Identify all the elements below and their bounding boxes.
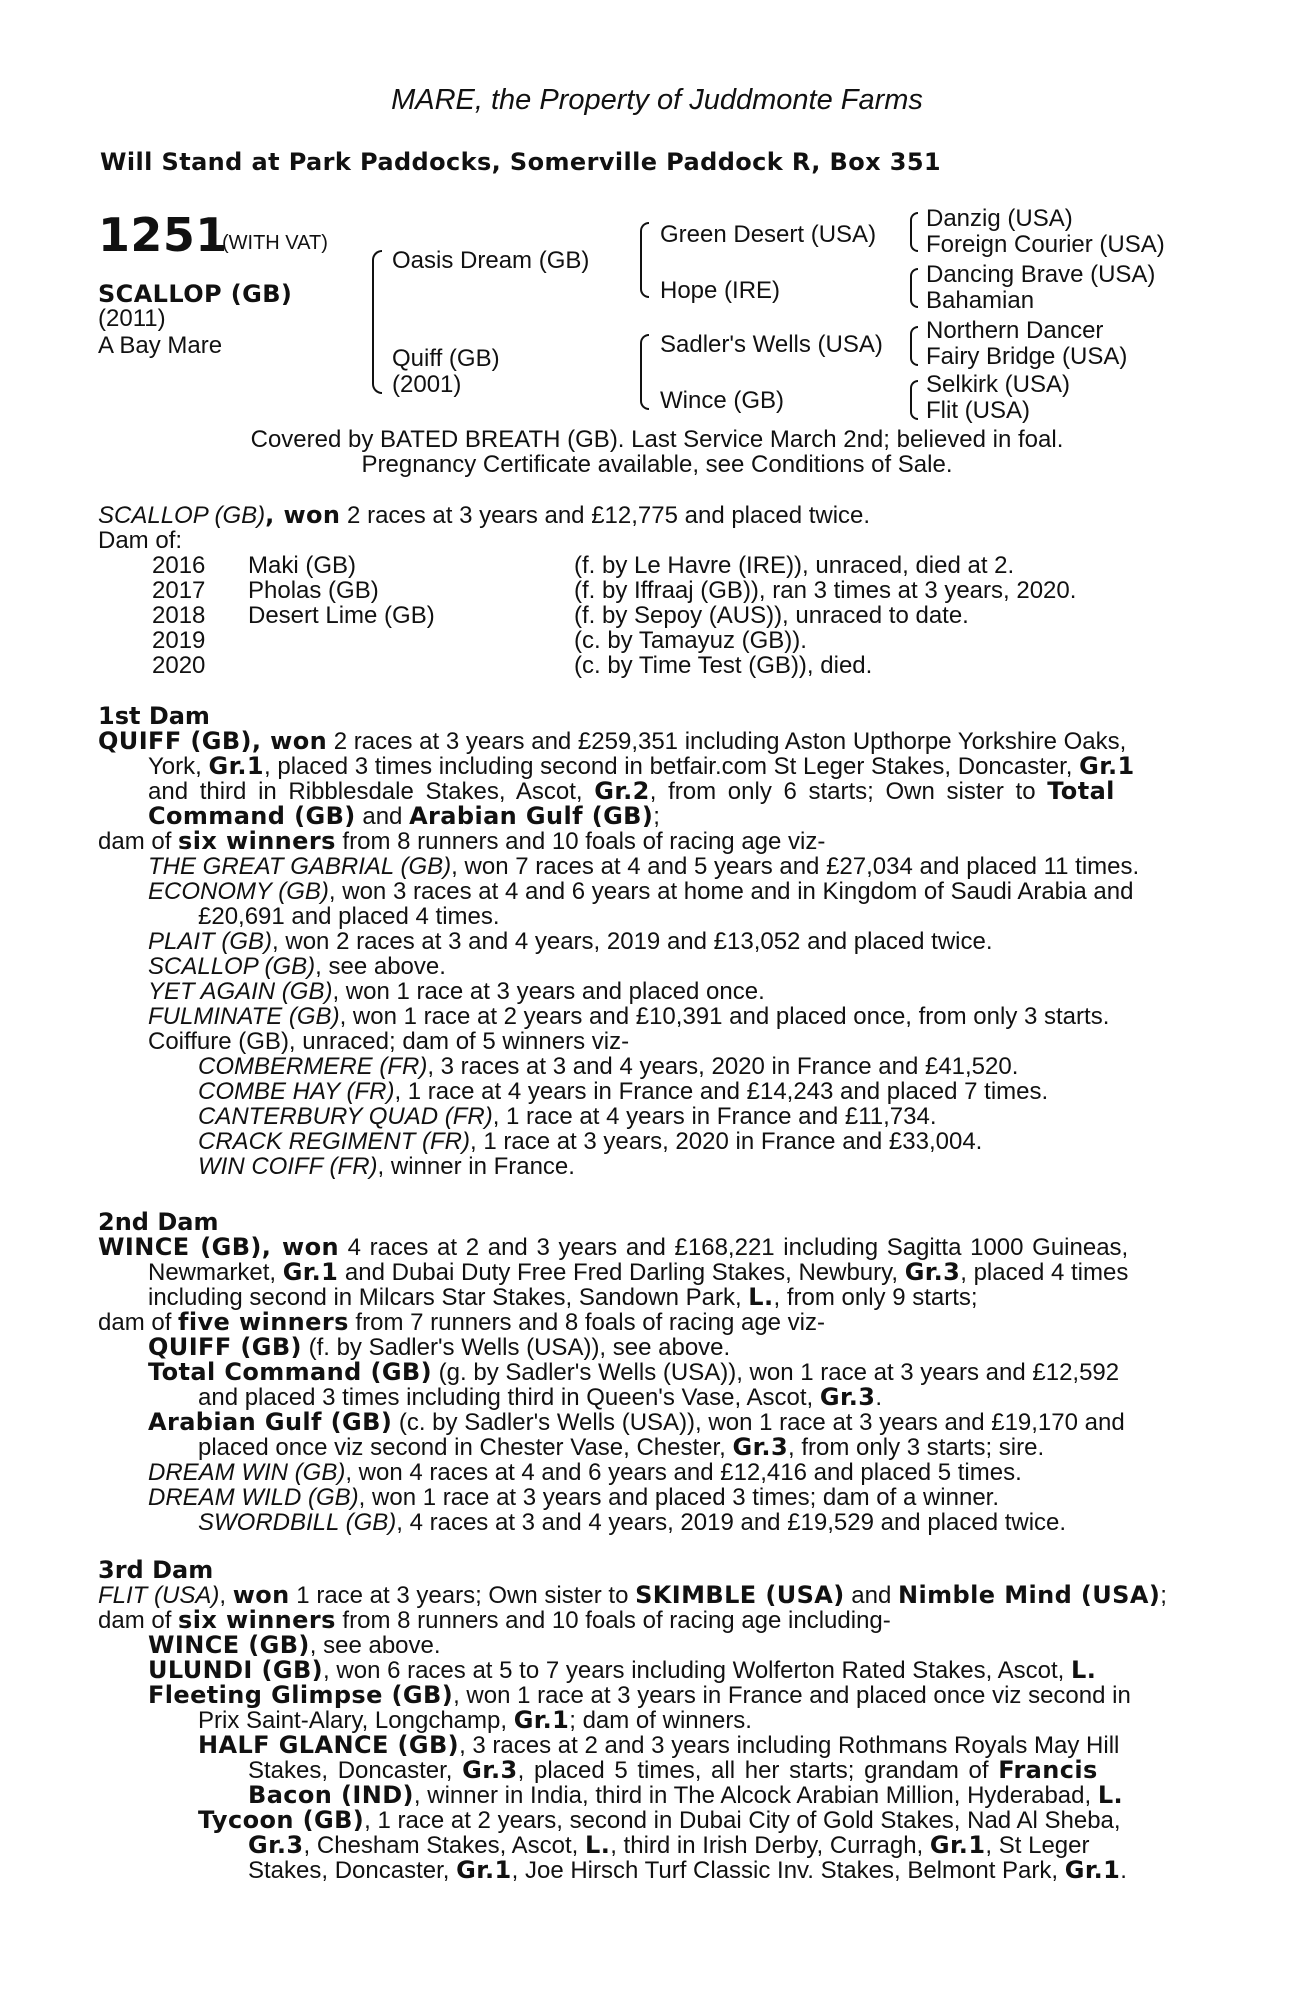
second-dam-line: including second in Milcars Star Stakes, Sandown Park, L., from only 9 starts;	[148, 1283, 978, 1311]
third-dam-line: Stakes, Doncaster, Gr.1, Joe Hirsch Turf Classic Inv. Stakes, Belmont Park, Gr.1.	[248, 1856, 1127, 1884]
summary-horse-name: SCALLOP (GB)	[98, 502, 266, 529]
pedigree-sire: Oasis Dream (GB)	[392, 247, 590, 274]
first-dam-line: York, Gr.1, placed 3 times including second in betfair.com St Leger Stakes, Doncaster, Gr.1	[148, 752, 1135, 780]
pedigree-dam-dam: Wince (GB)	[660, 387, 785, 414]
second-dam-heading: 2nd Dam	[98, 1208, 219, 1236]
second-dam-line: Arabian Gulf (GB) (c. by Sadler's Wells (USA)), won 1 race at 3 years and £19,170 and	[148, 1408, 1125, 1436]
produce-name: Desert Lime (GB)	[248, 602, 435, 629]
third-dam-line: Stakes, Doncaster, Gr.3, placed 5 times, all her starts; grandam of Francis	[248, 1756, 1098, 1784]
pedigree-brace-dd	[910, 380, 918, 420]
foaling-year: (2011)	[98, 305, 166, 332]
pedigree-brace-main	[372, 250, 382, 394]
first-dam-line: £20,691 and placed 4 times.	[198, 903, 500, 930]
first-dam-line: CRACK REGIMENT (FR), 1 race at 3 years, 2020 in France and £33,004.	[198, 1128, 983, 1155]
produce-detail: (f. by Sepoy (AUS)), unraced to date.	[574, 602, 969, 629]
pedigree-sds: Dancing Brave (USA)	[926, 261, 1156, 288]
produce-detail: (f. by Iffraaj (GB)), ran 3 times at 3 years, 2020.	[574, 577, 1077, 604]
pedigree-brace-sd	[910, 268, 918, 308]
pedigree-dsd: Fairy Bridge (USA)	[926, 343, 1128, 370]
first-dam-line: PLAIT (GB), won 2 races at 3 and 4 years, 2019 and £13,052 and placed twice.	[148, 928, 993, 955]
first-dam-line: ECONOMY (GB), won 3 races at 4 and 6 years at home and in Kingdom of Saudi Arabia and	[148, 878, 1134, 905]
pedigree-dam-sire: Sadler's Wells (USA)	[660, 331, 883, 358]
second-dam-line: Newmarket, Gr.1 and Dubai Duty Free Fred Darling Stakes, Newbury, Gr.3, placed 4 times	[148, 1258, 1129, 1286]
first-dam-line: COMBE HAY (FR), 1 race at 4 years in France and £14,243 and placed 7 times.	[198, 1078, 1049, 1105]
second-dam-line: dam of five winners from 7 runners and 8 foals of racing age viz-	[98, 1308, 826, 1336]
second-dam-line: WINCE (GB), won 4 races at 2 and 3 years and £168,221 including Sagitta 1000 Guineas,	[98, 1233, 1129, 1261]
lot-number: 1251	[98, 208, 228, 262]
third-dam-line: dam of six winners from 8 runners and 10 foals of racing age including-	[98, 1606, 891, 1634]
second-dam-line: placed once viz second in Chester Vase, Chester, Gr.3, from only 3 starts; sire.	[198, 1433, 1045, 1461]
produce-year: 2019	[152, 627, 206, 654]
second-dam-line: DREAM WILD (GB), won 1 race at 3 years and placed 3 times; dam of a winner.	[148, 1484, 1000, 1511]
vat-label: (WITH VAT)	[222, 232, 328, 254]
pedigree-dam: Quiff (GB)	[392, 345, 500, 372]
second-dam-line: SWORDBILL (GB), 4 races at 3 and 4 years, 2019 and £19,529 and placed twice.	[198, 1509, 1067, 1536]
produce-detail: (c. by Tamayuz (GB)).	[574, 627, 807, 654]
covered-note: Covered by BATED BREATH (GB). Last Service March 2nd; believed in foal.	[250, 426, 1064, 453]
first-dam-line: COMBERMERE (FR), 3 races at 3 and 4 years, 2020 in France and £41,520.	[198, 1053, 1019, 1080]
pedigree-sire-sire: Green Desert (USA)	[660, 221, 877, 248]
produce-year: 2017	[152, 577, 206, 604]
third-dam-line: ULUNDI (GB), won 6 races at 5 to 7 years including Wolferton Rated Stakes, Ascot, L.	[148, 1656, 1097, 1684]
pedigree-dds: Selkirk (USA)	[926, 371, 1071, 398]
pedigree-brace-sire	[640, 222, 649, 298]
stand-location: Will Stand at Park Paddocks, Somerville Paddock R, Box 351	[100, 148, 942, 176]
produce-detail: (f. by Le Havre (IRE)), unraced, died at 2.	[574, 552, 1015, 579]
third-dam-line: Bacon (IND), winner in India, third in The Alcock Arabian Million, Hyderabad, L.	[248, 1781, 1124, 1809]
third-dam-line: HALF GLANCE (GB), 3 races at 2 and 3 years including Rothmans Royals May Hill	[198, 1731, 1120, 1759]
horse-description: A Bay Mare	[98, 332, 223, 359]
produce-name: Pholas (GB)	[248, 577, 379, 604]
produce-year: 2020	[152, 652, 206, 679]
pregnancy-note: Pregnancy Certificate available, see Conditions of Sale.	[361, 451, 953, 478]
third-dam-line: WINCE (GB), see above.	[148, 1631, 441, 1659]
pedigree-dss: Northern Dancer	[926, 317, 1104, 344]
first-dam-line: THE GREAT GABRIAL (GB), won 7 races at 4 and 5 years and £27,034 and placed 11 times.	[148, 853, 1140, 880]
second-dam-line: DREAM WIN (GB), won 4 races at 4 and 6 years and £12,416 and placed 5 times.	[148, 1459, 1022, 1486]
third-dam-line: Tycoon (GB), 1 race at 2 years, second in Dubai City of Gold Stakes, Nad Al Sheba,	[198, 1806, 1121, 1834]
third-dam-line: Prix Saint-Alary, Longchamp, Gr.1; dam of winners.	[198, 1706, 752, 1734]
first-dam-line: Coiffure (GB), unraced; dam of 5 winners viz-	[148, 1028, 630, 1055]
horse-name: SCALLOP (GB)	[98, 280, 293, 308]
third-dam-line: Fleeting Glimpse (GB), won 1 race at 3 years in France and placed once viz second in	[148, 1681, 1131, 1709]
pedigree-sss: Danzig (USA)	[926, 205, 1073, 232]
second-dam-line: Total Command (GB) (g. by Sadler's Wells (USA)), won 1 race at 3 years and £12,592	[148, 1358, 1120, 1386]
produce-name: Maki (GB)	[248, 552, 356, 579]
dam-of-label: Dam of:	[98, 527, 183, 554]
third-dam-line: FLIT (USA), won 1 race at 3 years; Own sister to SKIMBLE (USA) and Nimble Mind (USA);	[98, 1581, 1167, 1609]
pedigree-sdd: Bahamian	[926, 287, 1035, 314]
first-dam-line: YET AGAIN (GB), won 1 race at 3 years and placed once.	[148, 978, 765, 1005]
first-dam-line: and third in Ribblesdale Stakes, Ascot, Gr.2, from only 6 starts; Own sister to Total	[148, 777, 1115, 805]
page-title: MARE, the Property of Juddmonte Farms	[391, 84, 923, 116]
pedigree-brace-ss	[910, 212, 918, 252]
pedigree-ddd: Flit (USA)	[926, 397, 1030, 424]
pedigree-brace-ds	[910, 326, 918, 366]
first-dam-line: SCALLOP (GB), see above.	[148, 953, 446, 980]
first-dam-line: CANTERBURY QUAD (FR), 1 race at 4 years in France and £11,734.	[198, 1103, 937, 1130]
third-dam-heading: 3rd Dam	[98, 1556, 214, 1584]
first-dam-line: FULMINATE (GB), won 1 race at 2 years and £10,391 and placed once, from only 3 starts.	[148, 1003, 1110, 1030]
first-dam-line: WIN COIFF (FR), winner in France.	[198, 1153, 575, 1180]
summary-won: won	[283, 501, 341, 529]
summary-line: SCALLOP (GB), won 2 races at 3 years and £12,775 and placed twice.	[98, 501, 871, 529]
first-dam-line: QUIFF (GB), won 2 races at 3 years and £259,351 including Aston Upthorpe Yorkshire Oaks,	[98, 727, 1127, 755]
pedigree-dam-year: (2001)	[392, 371, 462, 398]
produce-year: 2018	[152, 602, 206, 629]
first-dam-line: dam of six winners from 8 runners and 10 foals of racing age viz-	[98, 827, 826, 855]
third-dam-line: Gr.3, Chesham Stakes, Ascot, L., third in Irish Derby, Curragh, Gr.1, St Leger	[248, 1831, 1090, 1859]
pedigree-sire-dam: Hope (IRE)	[660, 277, 781, 304]
summary-text: 2 races at 3 years and £12,775 and placed twice.	[340, 502, 871, 529]
pedigree-ssd: Foreign Courier (USA)	[926, 231, 1165, 258]
produce-year: 2016	[152, 552, 206, 579]
pedigree-brace-dam	[640, 334, 649, 410]
produce-detail: (c. by Time Test (GB)), died.	[574, 652, 873, 679]
second-dam-line: and placed 3 times including third in Queen's Vase, Ascot, Gr.3.	[198, 1383, 883, 1411]
second-dam-line: QUIFF (GB) (f. by Sadler's Wells (USA)), see above.	[148, 1333, 731, 1361]
first-dam-heading: 1st Dam	[98, 702, 210, 730]
first-dam-line: Command (GB) and Arabian Gulf (GB);	[148, 802, 660, 830]
